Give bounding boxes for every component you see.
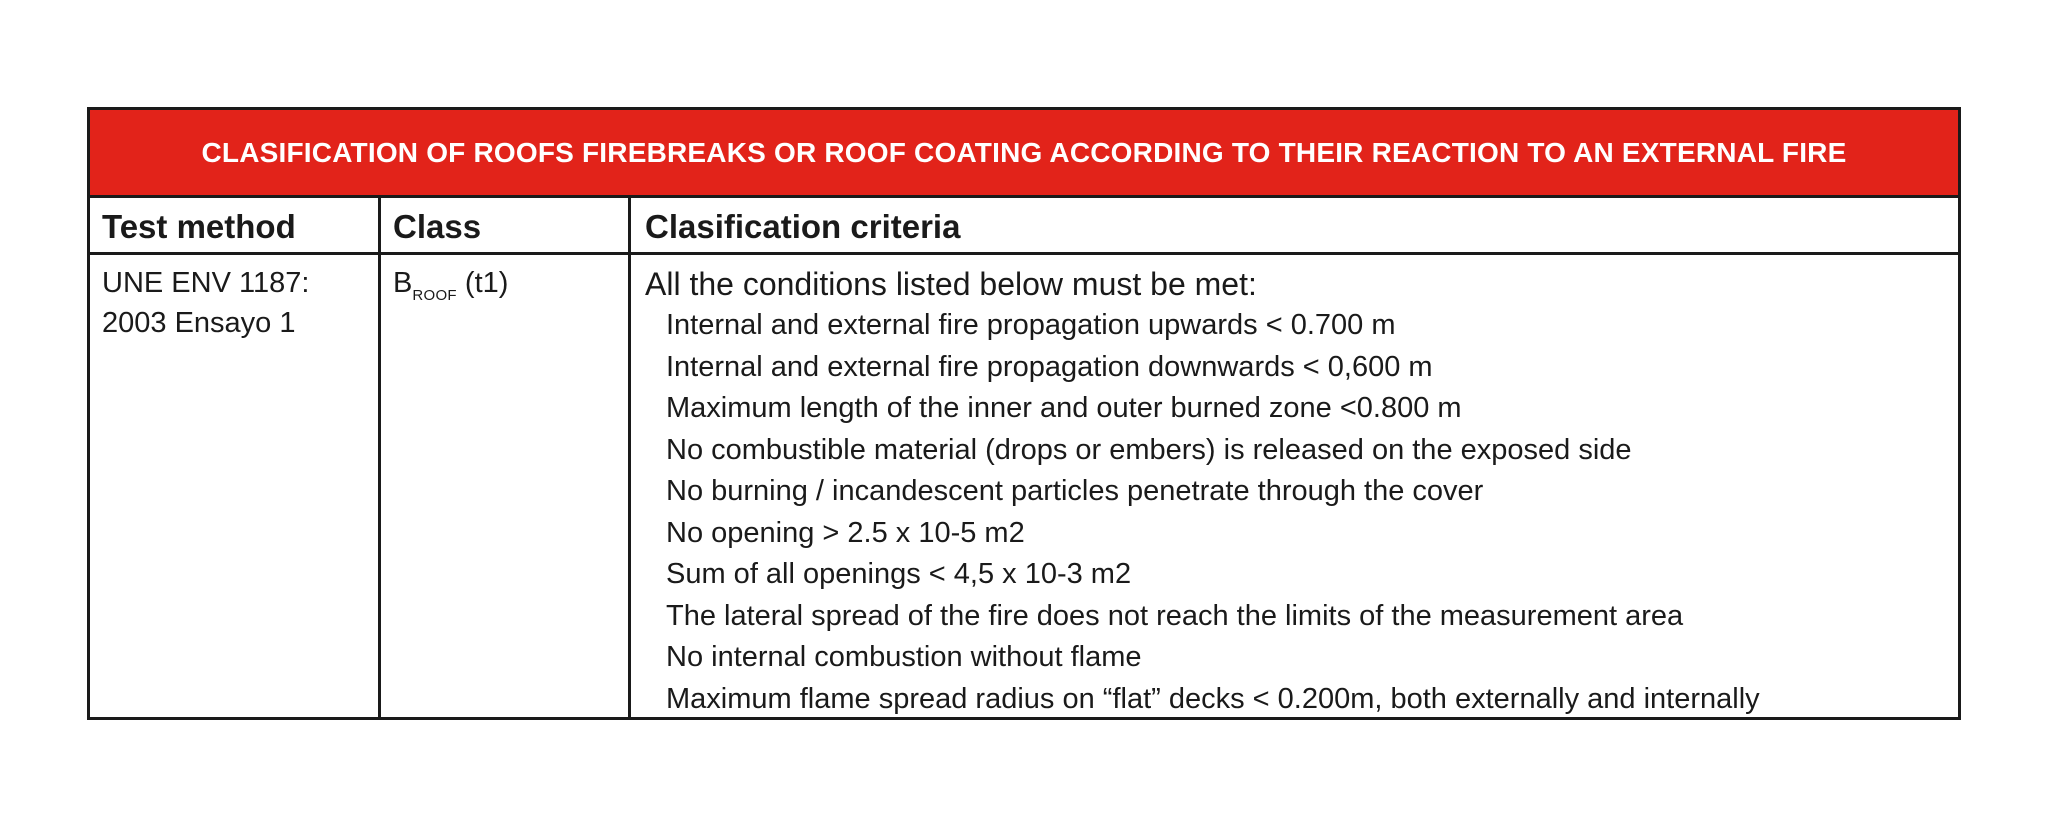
- table-title-bar: [90, 110, 1958, 198]
- list-item: No opening > 2.5 x 10-5 m2: [666, 516, 1025, 549]
- list-item: No burning / incandescent particles penetrate through the cover: [666, 475, 1484, 507]
- header-class-label: Class: [393, 208, 482, 245]
- header-cell-criteria: [631, 198, 1958, 252]
- table-row: [90, 255, 1958, 717]
- header-cell-class: [381, 198, 631, 252]
- criteria-intro: All the conditions listed below must be met:: [645, 266, 1257, 302]
- criteria-list: [645, 305, 1958, 720]
- list-item: Sum of all openings < 4,5 x 10-3 m2: [666, 558, 1132, 590]
- classification-table: [87, 107, 1961, 720]
- header-criteria-label: Clasification criteria: [645, 208, 961, 245]
- class-suffix: (t1): [456, 267, 509, 299]
- list-item: The lateral spread of the fire does not reach the limits of the measurement area: [666, 599, 1684, 632]
- class-subscript: ROOF: [412, 287, 457, 304]
- header-cell-test-method: [90, 198, 381, 252]
- list-item: Internal and external fire propagation upwards < 0.700 m: [666, 309, 1396, 341]
- test-method-value: [90, 255, 378, 343]
- test-method-line: 2003 Ensayo 1: [102, 307, 296, 339]
- table-header-row: [90, 198, 1958, 255]
- cell-class: [381, 255, 631, 717]
- criteria-content: [631, 255, 1958, 720]
- cell-criteria: [631, 255, 1958, 717]
- header-test-method-label: Test method: [102, 208, 296, 245]
- list-item: Internal and external fire propagation downwards < 0,600 m: [666, 350, 1433, 383]
- cell-test-method: [90, 255, 381, 717]
- table-title: CLASIFICATION OF ROOFS FIREBREAKS OR ROOF COATING ACCORDING TO THEIR REACTION TO AN EXTERNAL FIRE: [201, 136, 1847, 168]
- class-main: B: [393, 267, 413, 299]
- class-value: [381, 255, 628, 316]
- list-item: Maximum length of the inner and outer burned zone <0.800 m: [666, 392, 1462, 424]
- list-item: Maximum flame spread radius on “flat” decks < 0.200m, both externally and internally: [666, 682, 1760, 715]
- list-item: No combustible material (drops or embers) is released on the exposed side: [666, 433, 1632, 466]
- list-item: No internal combustion without flame: [666, 641, 1142, 673]
- test-method-line: UNE ENV 1187:: [102, 267, 310, 299]
